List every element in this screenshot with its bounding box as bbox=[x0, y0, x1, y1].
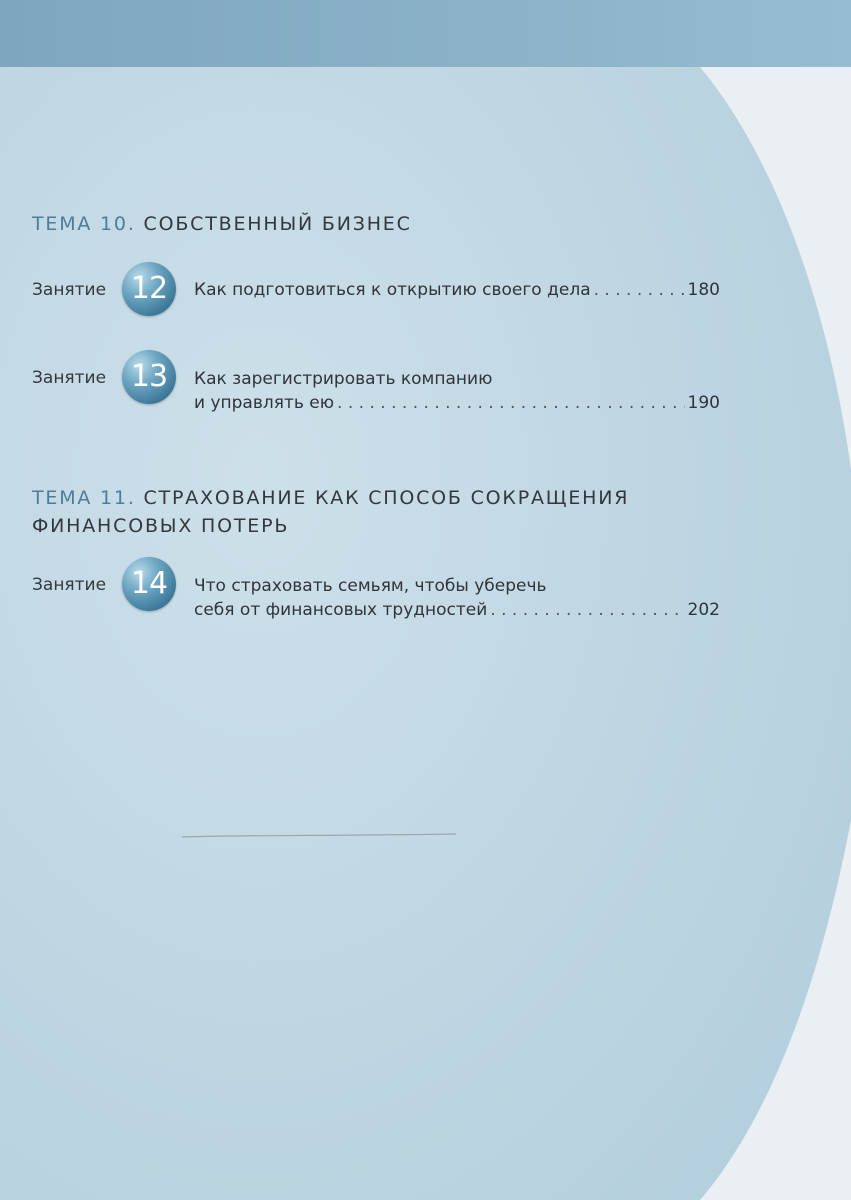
lesson-number: 13 bbox=[130, 359, 168, 394]
dot-leader bbox=[594, 278, 685, 302]
section-heading-11 bbox=[32, 484, 629, 540]
lesson-title-line: и управлять ею bbox=[194, 393, 335, 413]
page-number: 190 bbox=[687, 393, 720, 413]
lesson-entry-13[interactable] bbox=[32, 350, 722, 413]
pen-stroke-mark bbox=[180, 833, 460, 839]
lesson-label: Занятие bbox=[32, 368, 107, 388]
section-number: ТЕМА 11. bbox=[32, 487, 136, 509]
lesson-title-line: себя от финансовых трудностей bbox=[194, 600, 488, 620]
lesson-entry-12[interactable] bbox=[32, 262, 722, 322]
lesson-title bbox=[194, 574, 720, 622]
section-number: ТЕМА 10. bbox=[32, 213, 136, 235]
section-title-text: СТРАХОВАНИЕ КАК СПОСОБ СОКРАЩЕНИЯ bbox=[143, 487, 630, 509]
lesson-title-line: Как зарегистрировать компанию bbox=[194, 369, 493, 389]
lesson-title bbox=[194, 278, 720, 302]
lesson-number-badge bbox=[122, 262, 176, 316]
top-color-band bbox=[0, 0, 851, 67]
lesson-number-badge bbox=[122, 557, 176, 611]
lesson-number-badge bbox=[122, 350, 176, 404]
page-number: 180 bbox=[687, 280, 720, 300]
lesson-title bbox=[194, 367, 720, 415]
dot-leader bbox=[337, 391, 685, 415]
lesson-title-line: Что страховать семьям, чтобы уберечь bbox=[194, 576, 547, 596]
dot-leader bbox=[490, 598, 684, 622]
lesson-label: Занятие bbox=[32, 575, 107, 595]
section-title-text: СОБСТВЕННЫЙ БИЗНЕС bbox=[143, 213, 412, 235]
lesson-number: 14 bbox=[130, 566, 168, 601]
section-heading-10 bbox=[32, 210, 412, 238]
lesson-number: 12 bbox=[130, 271, 168, 306]
lesson-label: Занятие bbox=[32, 280, 107, 300]
section-title-text: ФИНАНСОВЫХ ПОТЕРЬ bbox=[32, 515, 290, 537]
lesson-entry-14[interactable] bbox=[32, 557, 722, 620]
page-number: 202 bbox=[687, 600, 720, 620]
lesson-title-line: Как подготовиться к открытию своего дела bbox=[194, 280, 591, 300]
